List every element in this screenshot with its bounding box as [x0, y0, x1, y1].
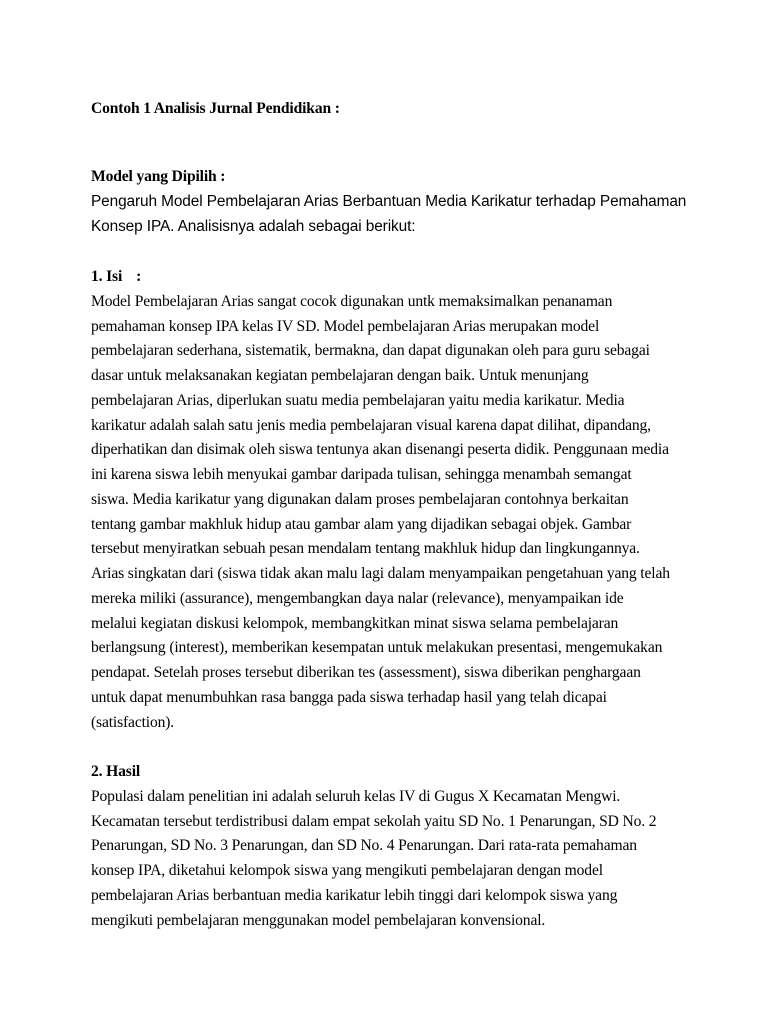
model-description: [91, 189, 691, 239]
isi-paragraph-line: tentang gambar makhluk hidup atau gambar alam yang dijadikan sebagai objek. Gambar: [91, 515, 632, 533]
isi-paragraph-line: melalui kegiatan diskusi kelompok, membangkitkan minat siswa selama pembelajaran: [91, 614, 619, 632]
isi-paragraph-line: Arias singkatan dari (siswa tidak akan malu lagi dalam menyampaikan pengetahuan yang telah: [91, 565, 670, 582]
model-heading-text: Model yang Dipilih :: [91, 168, 226, 185]
isi-paragraph-line: pendapat. Setelah proses tersebut diberikan tes (assessment), siswa diberikan penghargaan: [91, 664, 641, 681]
document-title-text: Contoh 1 Analisis Jurnal Pendidikan :: [91, 100, 340, 117]
document-title: [91, 97, 691, 122]
hasil-paragraph-line: Penarungan, SD No. 3 Penarungan, dan SD No. 4 Penarungan. Dari rata-rata pemahaman: [91, 837, 637, 855]
isi-paragraph-line: untuk dapat menumbuhkan rasa bangga pada siswa terhadap hasil yang telah dicapai: [91, 688, 607, 706]
isi-paragraph-line: karikatur adalah salah satu jenis media pembelajaran visual karena dapat dilihat, dipandang,: [91, 416, 651, 434]
hasil-section: [91, 760, 691, 933]
isi-section: [91, 265, 691, 735]
hasil-heading: 2. Hasil: [91, 763, 141, 780]
hasil-paragraph-line: Populasi dalam penelitian ini adalah seluruh kelas IV di Gugus X Kecamatan Mengwi.: [91, 787, 621, 805]
hasil-paragraph-line: pembelajaran Arias berbantuan media karikatur lebih tinggi dari kelompok siswa yang: [91, 886, 618, 904]
isi-paragraph-line: diperhatikan dan disimak oleh siswa tentunya akan disenangi peserta didik. Penggunaan media: [91, 441, 669, 459]
isi-paragraph-line: ini karena siswa lebih menyukai gambar daripada tulisan, sehingga menambah semangat: [91, 466, 632, 483]
isi-heading-text: 1. Isi: [91, 268, 123, 285]
isi-paragraph-line: dasar untuk melaksanakan kegiatan pembelajaran dengan baik. Untuk menunjang: [91, 367, 589, 384]
isi-heading: [91, 265, 691, 290]
model-line: Pengaruh Model Pembelajaran Arias Berbantuan Media Karikatur terhadap Pemahaman: [91, 193, 687, 210]
isi-paragraph-line: pembelajaran Arias, diperlukan suatu media pembelajaran yaitu media karikatur. Media: [91, 391, 625, 409]
isi-paragraph-line: pemahaman konsep IPA kelas IV SD. Model pembelajaran Arias merupakan model: [91, 317, 600, 335]
isi-heading-colon: :: [136, 268, 142, 285]
model-line: Konsep IPA. Analisisnya adalah sebagai berikut:: [91, 218, 416, 235]
hasil-paragraph-line: Kecamatan tersebut terdistribusi dalam empat sekolah yaitu SD No. 1 Penarungan, SD No. 2: [91, 812, 657, 830]
isi-paragraph-line: Model Pembelajaran Arias sangat cocok digunakan untk memaksimalkan penanaman: [91, 292, 613, 310]
hasil-paragraph-line: konsep IPA, diketahui kelompok siswa yang mengikuti pembelajaran dengan model: [91, 862, 603, 879]
isi-paragraph-line: mereka miliki (assurance), mengembangkan daya nalar (relevance), menyampaikan ide: [91, 589, 624, 607]
isi-paragraph-line: siswa. Media karikatur yang digunakan dalam proses pembelajaran contohnya berkaitan: [91, 490, 629, 508]
model-heading: [91, 165, 691, 190]
isi-paragraph-line: berlangsung (interest), memberikan kesempatan untuk melakukan presentasi, mengemukakan: [91, 639, 663, 657]
isi-paragraph-line: pembelajaran sederhana, sistematik, bermakna, dan dapat digunakan oleh para guru sebagai: [91, 342, 650, 360]
hasil-paragraph-line: mengikuti pembelajaran menggunakan model pembelajaran konvensional.: [91, 911, 546, 929]
isi-paragraph-line: (satisfaction).: [91, 713, 175, 731]
isi-paragraph-line: tersebut menyiratkan sebuah pesan mendalam tentang makhluk hidup dan lingkungannya.: [91, 540, 640, 558]
